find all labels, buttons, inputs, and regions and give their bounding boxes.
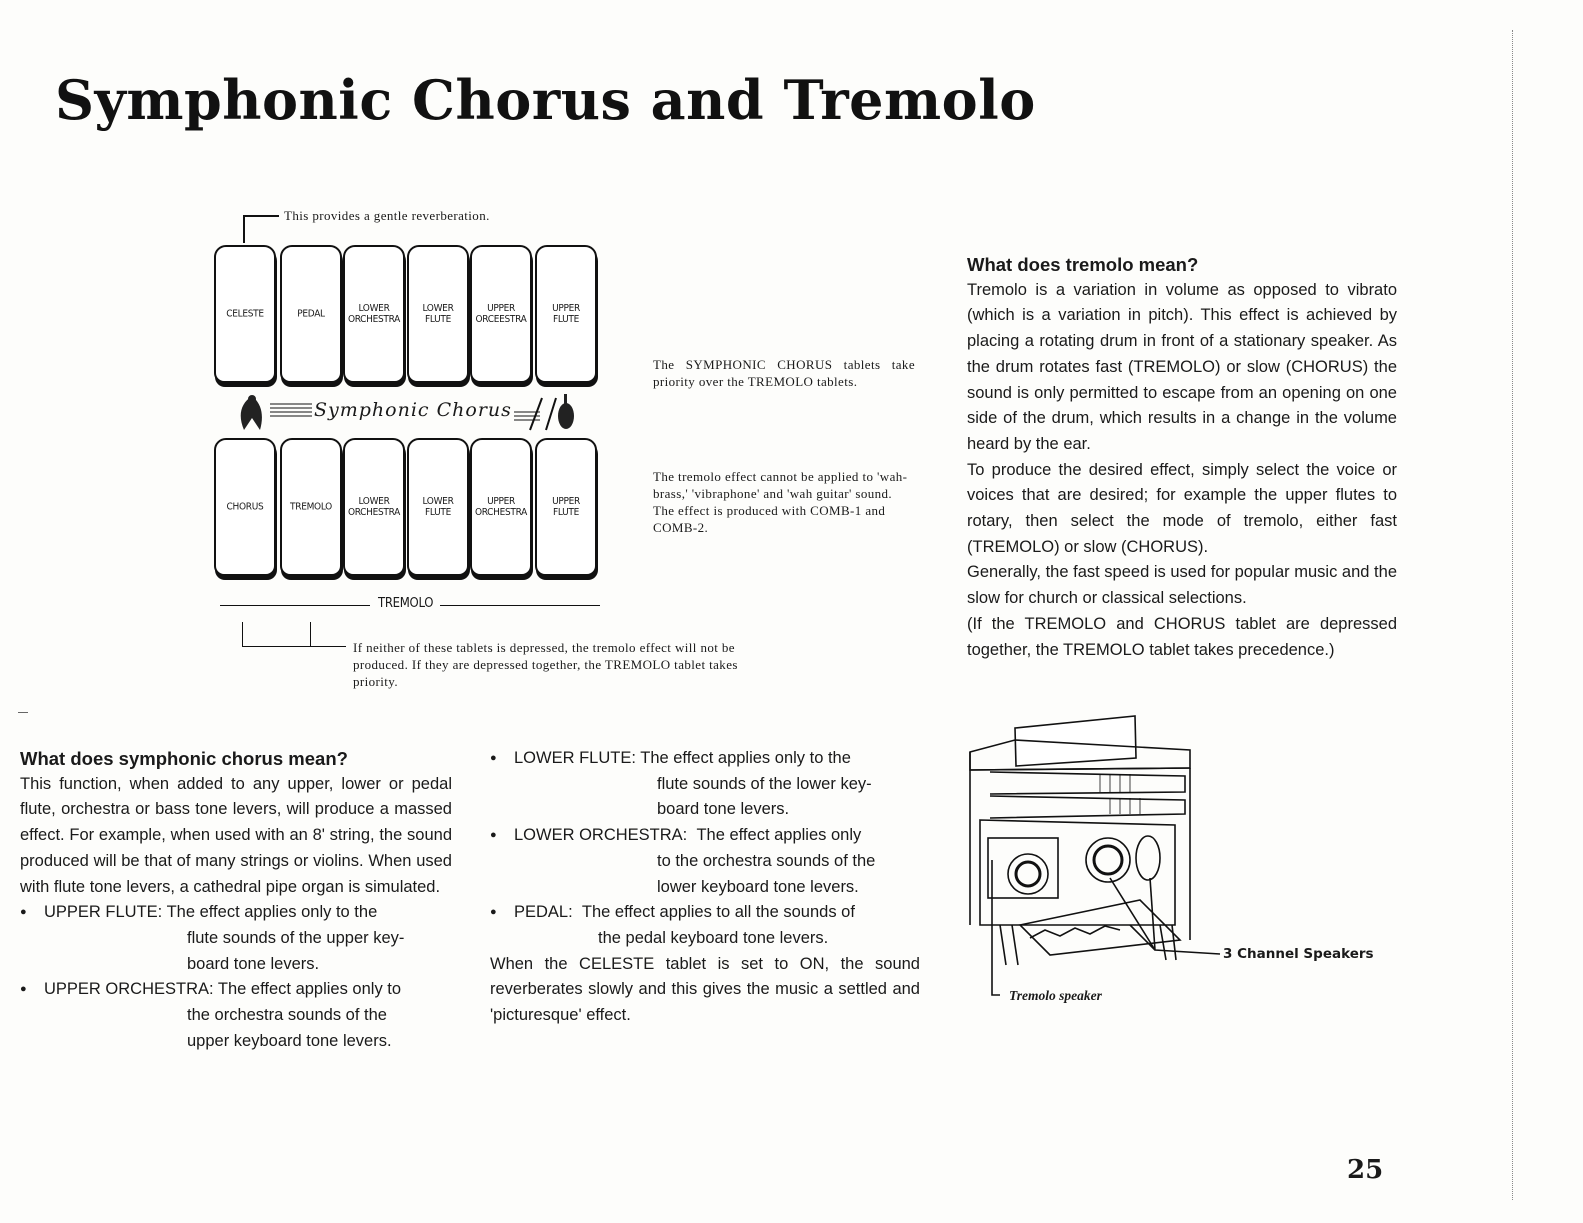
tremolo-speaker-label: Tremolo speaker: [1009, 988, 1102, 1003]
bullet-icon: [20, 977, 44, 1054]
tablet-chorus[interactable]: CHORUS: [214, 438, 276, 576]
tremolo-section: [967, 252, 1397, 663]
comb-note: The effect is produced with COMB-1 and COMB-2.: [653, 503, 886, 535]
tablet-upper-orchestra[interactable]: UPPER ORCEESTRA: [470, 245, 532, 383]
tremolo-para-3: Generally, the fast speed is used for popular music and the slow for church or classical selections.: [967, 563, 1397, 608]
organ-illustration-icon: [960, 710, 1380, 1020]
tremolo-para-2: To produce the desired effect, simply select the voice or voices that are desired; for example the upper flutes to rotary, then select the mode of tremolo, either fast (TREMOLO) or slow (CHORUS).: [967, 460, 1397, 556]
tablet-lower-flute-2[interactable]: LOWER FLUTE: [407, 438, 469, 576]
list-item: ● PEDAL: The effect applies to all the sounds of the pedal keyboard tone levers.: [490, 900, 920, 951]
scan-mark: [18, 712, 28, 713]
list-item: ● LOWER FLUTE: The effect applies only to the flute sounds of the lower key- board tone levers.: [490, 746, 920, 823]
speakers-label: 3 Channel Speakers: [1223, 946, 1374, 962]
bullet-icon: [490, 900, 514, 951]
tremolo-para-4: (If the TREMOLO and CHORUS tablet are depressed together, the TREMOLO tablet takes precedence.): [967, 614, 1397, 659]
organ-figure: [960, 710, 1380, 1020]
tremolo-heading: What does tremolo mean?: [967, 254, 1199, 275]
tremolo-para-1: Tremolo is a variation in volume as opposed to vibrato (which is a variation in pitch). This effect is achieved by placing a rotating drum in front of a stationary speaker. As the drum rotates fast (TREMOLO) or slow (CHORUS) the sound is only permitted to escape from an opening on one side of the drum, which results in a change in the volume heard by the ear.: [967, 280, 1397, 453]
tablet-tremolo[interactable]: TREMOLO: [280, 438, 342, 576]
scan-edge: [1512, 30, 1515, 1200]
bullet-icon: [20, 900, 44, 977]
chorus-section-cont: [490, 746, 920, 1029]
list-item: ● UPPER ORCHESTRA: The effect applies only to the orchestra sounds of the upper keyboard tone levers.: [20, 977, 452, 1054]
tablet-lower-orchestra[interactable]: LOWER ORCHESTRA: [343, 245, 405, 383]
chorus-intro: This function, when added to any upper, lower or pedal flute, orchestra or bass tone levers, will produce a massed effect. For example, when used with an 8' string, the sound produced will be that of many strings or violins. When used with flute tone levers, a cathedral pipe organ is simulated.: [20, 774, 452, 896]
logo-text: Symphonic Chorus: [314, 399, 512, 421]
neither-note: If neither of these tablets is depressed, the tremolo effect will not be produced. If they are depressed together, the TREMOLO tablet takes priority.: [353, 640, 738, 689]
tablet-diagram: [200, 200, 940, 700]
priority-note: The SYMPHONIC CHORUS tablets take priority over the TREMOLO tablets.: [653, 357, 915, 389]
tablet-upper-flute-2[interactable]: UPPER FLUTE: [535, 438, 597, 576]
bullet-icon: [490, 823, 514, 900]
list-item: ● LOWER ORCHESTRA: The effect applies only to the orchestra sounds of the lower keyboard tone levers.: [490, 823, 920, 900]
tremolo-label: TREMOLO: [378, 596, 434, 611]
celeste-paragraph: When the CELESTE tablet is set to ON, the sound reverberates slowly and this gives the music a settled and 'picturesque' effect.: [490, 954, 920, 1025]
tablet-upper-flute[interactable]: UPPER FLUTE: [535, 245, 597, 383]
chorus-heading: What does symphonic chorus mean?: [20, 748, 348, 769]
tablet-lower-flute[interactable]: LOWER FLUTE: [407, 245, 469, 383]
page-title: Symphonic Chorus and Tremolo: [55, 68, 1036, 132]
symphonic-chorus-logo: [230, 390, 600, 436]
tablet-upper-orchestra-2[interactable]: UPPER ORCHESTRA: [470, 438, 532, 576]
celeste-note: This provides a gentle reverberation.: [284, 208, 490, 223]
tablet-celeste[interactable]: CELESTE: [214, 245, 276, 383]
chorus-section: [20, 746, 452, 1054]
list-item: ● UPPER FLUTE: The effect applies only to the flute sounds of the upper key- board tone levers.: [20, 900, 452, 977]
page-number: 25: [1347, 1155, 1384, 1185]
tablet-lower-orchestra-2[interactable]: LOWER ORCHESTRA: [343, 438, 405, 576]
bullet-icon: [490, 746, 514, 823]
tablet-pedal[interactable]: PEDAL: [280, 245, 342, 383]
wah-note: The tremolo effect cannot be applied to 'wah-brass,' 'vibraphone' and 'wah guitar' sound.: [653, 469, 908, 501]
